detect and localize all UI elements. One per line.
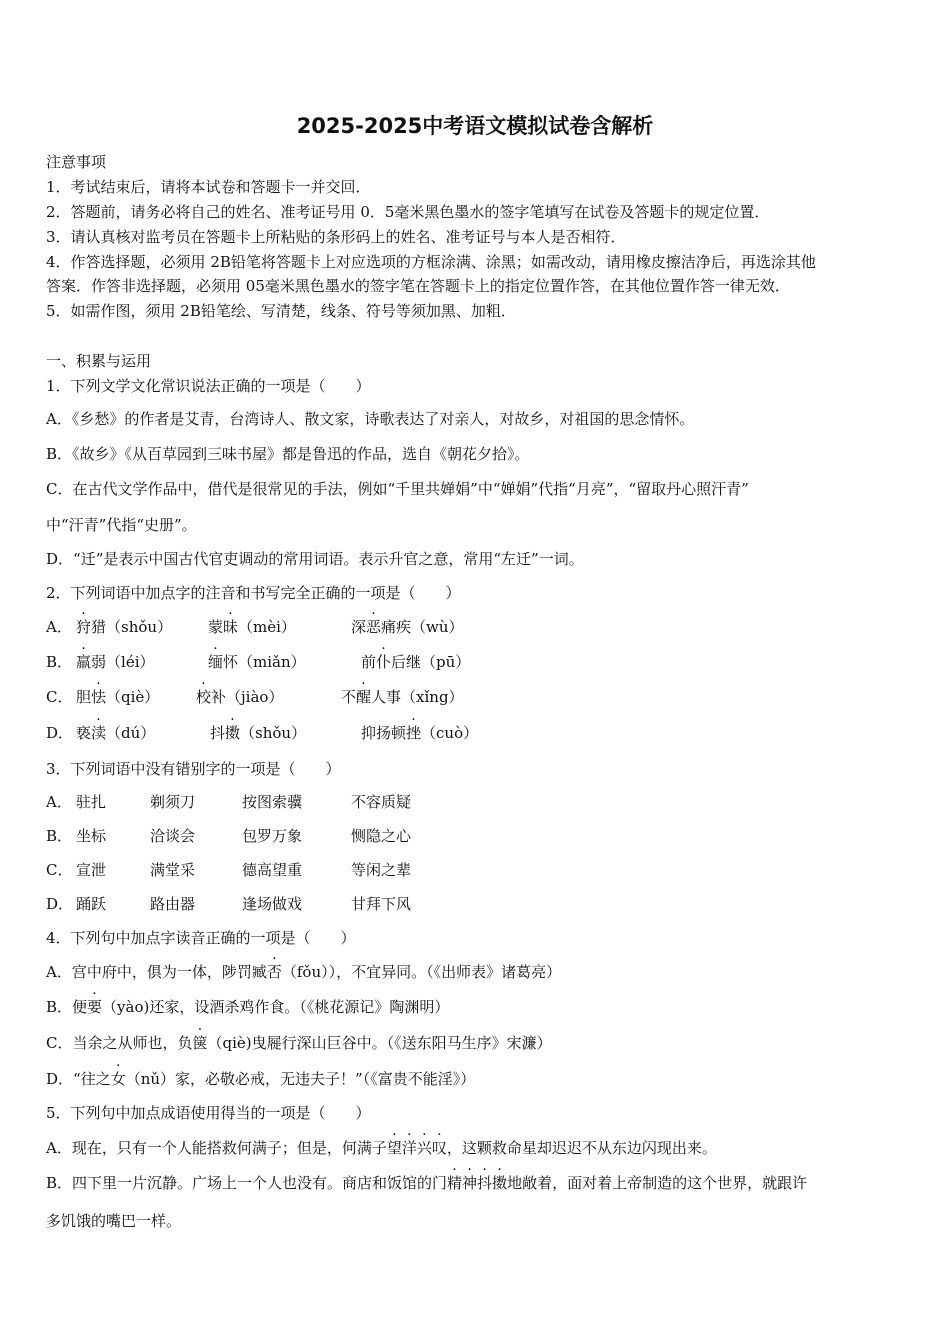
option-word: 胆怯（qiè） xyxy=(76,688,160,706)
option-word: 甘拜下风 xyxy=(351,895,412,913)
question-1-option-c-cont: 中“汗青”代指“史册”。 xyxy=(46,516,197,534)
dotted-char: 洋 xyxy=(401,1139,417,1157)
question-5-option-b-cont: 多饥饿的嘴巴一样。 xyxy=(46,1212,182,1230)
dotted-idiom xyxy=(387,1139,447,1157)
option-word: 德高望重 xyxy=(242,861,303,879)
option-word: 羸弱（léi） xyxy=(76,653,155,671)
question-2-stem: 2．下列词语中加点字的注音和书写完全正确的一项是（ ） xyxy=(46,584,461,602)
question-4-option-a: A．宫中府中，俱为一体，陟罚臧否（fǒu）），不宜异同。（《出师表》诸葛亮） xyxy=(46,963,562,981)
option-word: 狩猎（shǒu） xyxy=(76,618,173,636)
notice-item: 答案．作答非选择题，必须用 05毫米黑色墨水的签字笔在答题卡上的指定位置作答，在其他位置作答一律无效． xyxy=(46,277,790,295)
option-word: 深恶痛疾（wù） xyxy=(351,618,464,636)
page-title: 2025-2025中考语文模拟试卷含解析 xyxy=(296,114,654,138)
option-word: 恻隐之心 xyxy=(351,827,412,845)
question-5-option-b: B．四下里一片沉静。广场上一个人也没有。商店和饭馆的门精神抖擞地敞着，面对着上帝制造的这个世界，就跟许 xyxy=(46,1174,808,1192)
dotted-idiom xyxy=(447,1174,507,1192)
notice-item: 1．考试结束后，请将本试卷和答题卡一并交回． xyxy=(46,178,371,196)
option-word: 缅怀（miǎn） xyxy=(208,653,306,671)
option-word: 路由器 xyxy=(150,895,196,913)
question-1-option-c: C．在古代文学作品中，借代是很常见的手法，例如“千里共婵娟”中“婵娟”代指“月亮”，“留取丹心照汗青” xyxy=(46,480,749,498)
option-word: 逢场做戏 xyxy=(242,895,303,913)
question-1-option-a: A．《乡愁》的作者是艾青，台湾诗人、散文家，诗歌表达了对亲人，对故乡，对祖国的思念情怀。 xyxy=(46,410,695,428)
notice-heading: 注意事项 xyxy=(46,153,107,171)
question-5-stem: 5．下列句中加点成语使用得当的一项是（ ） xyxy=(46,1104,371,1122)
dotted-char: 擞 xyxy=(492,1174,508,1192)
option-label: A． xyxy=(46,618,72,636)
dotted-char: 抖 xyxy=(477,1174,493,1192)
option-word: 等闲之辈 xyxy=(351,861,412,879)
question-4-stem: 4．下列句中加点字读音正确的一项是（ ） xyxy=(46,929,356,947)
option-word: 包罗万象 xyxy=(242,827,303,845)
option-label: B． xyxy=(46,653,73,671)
option-word: 校补（jiào） xyxy=(196,688,284,706)
question-1-option-b: B．《故乡》《从百草园到三味书屋》都是鲁迅的作品，选自《朝花夕拾》。 xyxy=(46,445,530,463)
question-1-stem: 1．下列文学文化常识说法正确的一项是（ ） xyxy=(46,377,371,395)
question-1-option-d: D．“迁”是表示中国古代官吏调动的常用词语。表示升官之意，常用“左迁”一词。 xyxy=(46,550,584,568)
option-word: 满堂采 xyxy=(150,861,196,879)
option-word: 不醒人事（xǐng） xyxy=(341,688,464,706)
option-label: D． xyxy=(46,895,74,913)
option-word: 宣泄 xyxy=(76,861,107,879)
notice-item: 2．答题前，请务必将自己的姓名、准考证号用 0．5毫米黑色墨水的签字笔填写在试卷及答题卡的规定位置． xyxy=(46,203,770,221)
notice-item: 5．如需作图，须用 2B铅笔绘、写清楚，线条、符号等须加黑、加粗． xyxy=(46,302,516,320)
option-word: 亵渎（dú） xyxy=(76,724,156,742)
option-word: 洽谈会 xyxy=(150,827,196,845)
question-4-option-b: B．便要（yào)还家，设酒杀鸡作食。（《桃花源记》陶渊明） xyxy=(46,998,450,1016)
option-word: 按图索骥 xyxy=(242,793,303,811)
option-label: B． xyxy=(46,827,73,845)
option-word: 踊跃 xyxy=(76,895,107,913)
dotted-char: 兴 xyxy=(416,1139,432,1157)
option-word: 蒙昧（mèi） xyxy=(208,618,296,636)
section-heading: 一、积累与运用 xyxy=(46,352,152,370)
dotted-char: 望 xyxy=(386,1139,402,1157)
notice-item: 3．请认真核对监考员在答题卡上所粘贴的条形码上的姓名、准考证号与本人是否相符． xyxy=(46,228,626,246)
dotted-char: 叹 xyxy=(431,1139,447,1157)
question-5-option-a: A．现在，只有一个人能搭救何满子；但是，何满子望洋兴叹，这颗救命星却迟迟不从东边闪现出来。 xyxy=(46,1139,717,1157)
option-label: C． xyxy=(46,861,73,879)
question-4-option-c: C．当余之从师也，负箧（qiè)曳屣行深山巨谷中。（《送东阳马生序》宋濂） xyxy=(46,1034,552,1052)
option-word: 剃须刀 xyxy=(150,793,196,811)
dotted-char: 精 xyxy=(447,1174,463,1192)
option-word: 抖擞（shǒu） xyxy=(210,724,307,742)
dotted-char: 神 xyxy=(462,1174,478,1192)
option-label: C． xyxy=(46,688,73,706)
option-label: A． xyxy=(46,793,72,811)
option-word: 前仆后继（pū） xyxy=(361,653,471,671)
question-4-option-d: D．“往之女（nǔ）家，必敬必戒，无违夫子！”（《富贵不能淫》） xyxy=(46,1070,476,1088)
option-word: 坐标 xyxy=(76,827,107,845)
notice-item: 4．作答选择题，必须用 2B铅笔将答题卡上对应选项的方框涂满、涂黑；如需改动，请用橡皮擦洁净后，再选涂其他 xyxy=(46,253,816,271)
question-3-stem: 3．下列词语中没有错别字的一项是（ ） xyxy=(46,760,341,778)
option-word: 不容质疑 xyxy=(351,793,412,811)
option-word: 驻扎 xyxy=(76,793,107,811)
option-label: D． xyxy=(46,724,74,742)
option-word: 抑扬顿挫（cuò） xyxy=(361,724,479,742)
